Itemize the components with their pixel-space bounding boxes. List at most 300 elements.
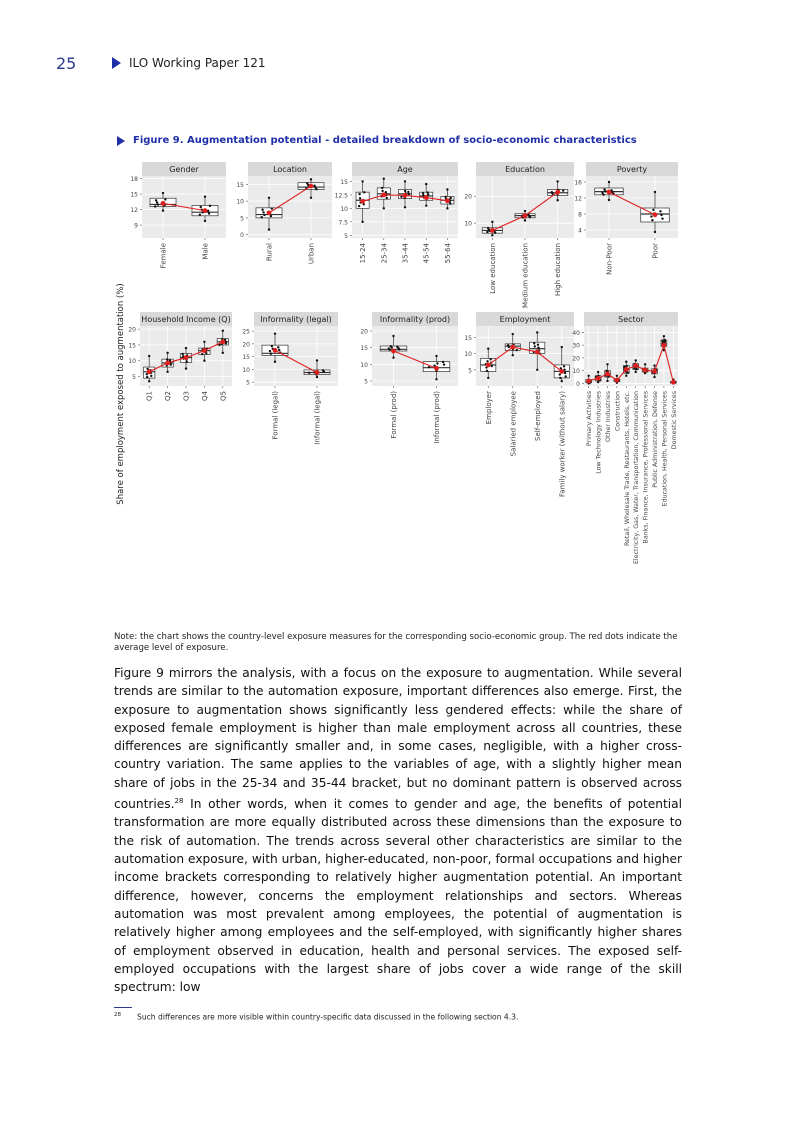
x-tick-label: Other Industries [605,391,612,442]
data-point [635,371,637,373]
data-point [644,363,646,365]
y-tick-label: 15 [236,181,244,189]
data-point [487,348,489,350]
x-tick-label: Female [159,243,168,269]
x-tick-label: Retail, Wholesale Trade, Restaurants, Hotels, etc. [623,391,631,547]
data-point [203,341,205,343]
mean-dot [309,184,314,189]
x-tick-label: High education [554,243,563,297]
data-point [316,376,318,378]
data-point [604,190,606,192]
x-tick-label: Q4 [200,391,209,401]
data-point [650,215,652,217]
data-point [533,342,535,344]
mean-dot [315,370,320,375]
y-tick-label: 10 [572,368,580,376]
data-point [166,352,168,354]
data-point [602,193,604,195]
x-tick-label: Q2 [164,391,173,401]
panel-poverty [574,162,678,275]
x-tick-label: Public Administration, Defense [652,391,659,488]
data-point [491,365,493,367]
data-point [663,335,665,337]
data-point [310,178,312,180]
data-point [486,360,488,362]
y-tick-label: 15 [340,178,348,186]
mean-dot [486,363,491,368]
data-point [386,197,388,199]
y-tick-label: 20 [572,355,580,363]
mean-dot [607,190,612,195]
y-tick-label: 5 [240,215,244,223]
y-tick-label: 12 [130,207,138,215]
x-tick-label: Employer [484,391,493,425]
data-point [182,353,184,355]
y-tick-label: 12 [574,195,582,203]
y-tick-label: 12.5 [334,192,348,200]
x-tick-label: Construction [614,391,622,432]
panel-household-income-q- [128,312,232,401]
data-point [204,220,206,222]
panel-location [236,162,332,264]
data-point [536,369,538,371]
mean-dot [360,199,365,204]
panel-background [586,176,678,238]
panel-background [254,326,338,386]
mean-dot [555,190,560,195]
data-point [651,219,653,221]
y-tick-label: 10 [242,366,250,374]
data-point [487,377,489,379]
x-tick-label: Primary Activities [586,391,594,447]
panel-employment [464,312,574,497]
data-point [625,361,627,363]
x-tick-label: 35-44 [401,243,410,264]
header-triangle-icon [112,57,121,69]
data-point [186,361,188,363]
y-tick-label: 20 [242,341,250,349]
data-point [446,188,448,190]
figure-title [117,135,637,146]
data-point [562,189,564,191]
x-tick-label: Q3 [182,391,191,401]
data-point [606,363,608,365]
data-point [155,199,157,201]
mean-dot [633,363,638,368]
footnote-number: 28 [114,1012,121,1018]
data-point [363,191,365,193]
page-number: 25 [56,54,77,73]
mean-dot [490,228,495,233]
data-point [274,361,276,363]
y-tick-label: 5 [364,378,368,386]
data-point [442,361,444,363]
y-tick-label: 10 [464,351,472,359]
data-point [428,366,430,368]
data-point [391,346,393,348]
data-point [635,359,637,361]
y-tick-label: 10 [360,361,368,369]
data-point [277,346,279,348]
mean-dot [203,208,208,213]
panel-sector [572,312,678,564]
data-point [222,330,224,332]
data-point [270,215,272,217]
y-tick-label: 25 [242,328,250,336]
footnote [114,1012,518,1022]
mean-dot [267,210,272,215]
data-point [443,363,445,365]
mean-dot [624,367,629,372]
x-tick-label: Medium education [521,243,530,308]
x-tick-label: Salaried employee [509,391,518,457]
mean-dot [424,195,429,200]
data-point [559,377,561,379]
data-point [361,221,363,223]
y-tick-label: 7.5 [338,219,348,227]
data-point [154,205,156,207]
y-tick-label: 20 [128,326,136,334]
data-point [564,375,566,377]
mean-dot [403,193,408,198]
mean-dot [671,380,676,385]
data-point [278,349,280,351]
data-point [268,228,270,230]
mean-dot [653,212,658,217]
y-tick-label: 30 [572,342,580,350]
panel-title: Household Income (Q) [141,315,231,324]
body-paragraph [114,664,682,996]
data-point [654,231,656,233]
panel-age [335,162,458,263]
data-point [556,199,558,201]
x-tick-label: 15-24 [359,243,368,264]
data-point [156,201,158,203]
y-tick-label: 5 [132,374,136,382]
data-point [608,181,610,183]
data-point [268,197,270,199]
mean-dot [605,371,610,376]
mean-dot [523,213,528,218]
y-tick-label: 5 [468,367,472,375]
data-point [616,375,618,377]
running-header [112,56,266,70]
panel-title: Age [397,165,413,174]
x-tick-label: Informal (legal) [313,391,322,445]
data-point [270,353,272,355]
data-point [315,188,317,190]
data-point [148,380,150,382]
data-point [661,217,663,219]
x-tick-label: Informal (prod) [433,391,441,444]
data-point [310,197,312,199]
mean-dot [147,369,152,374]
panel-informality-legal- [242,312,338,445]
data-point [146,376,148,378]
mean-dot [662,343,667,348]
x-tick-label: Formal (prod) [390,391,398,439]
data-point [271,345,273,347]
data-point [422,192,424,194]
data-point [450,197,452,199]
data-point [588,375,590,377]
data-point [358,193,360,195]
mean-dot [165,361,170,366]
data-point [524,210,526,212]
x-tick-label: Education, Health, Personal Services [661,391,669,507]
data-point [436,362,438,364]
y-tick-label: 4 [578,227,582,235]
data-point [597,381,599,383]
data-point [534,345,536,347]
data-point [653,364,655,366]
y-tick-label: 0 [576,380,580,388]
x-tick-label: Rural [265,243,274,262]
data-point [564,372,566,374]
x-tick-label: Electricity, Gas, Water, Transportation, Communication [633,391,641,565]
data-point [529,216,531,218]
mean-dot [596,376,601,381]
mean-dot [381,192,386,197]
mean-dot [643,368,648,373]
mean-dot [535,350,540,355]
y-tick-label: 10 [464,220,472,228]
data-point [261,209,263,211]
data-point [269,350,271,352]
data-point [664,341,666,343]
data-point [537,344,539,346]
data-point [383,207,385,209]
x-tick-label: Self-employed [533,391,542,441]
data-point [425,204,427,206]
data-point [486,370,488,372]
data-point [392,356,394,358]
y-tick-label: 15 [464,334,472,342]
data-point [359,197,361,199]
panel-title: Location [273,165,307,174]
data-point [200,206,202,208]
panel-education [464,162,574,308]
data-point [323,370,325,372]
data-point [512,333,514,335]
y-tick-label: 9 [134,222,138,230]
data-point [308,372,310,374]
mean-dot [510,345,515,350]
data-point [185,347,187,349]
data-point [608,199,610,201]
panel-gender [130,162,226,268]
data-point [407,191,409,193]
x-tick-label: 45-54 [422,243,431,264]
y-tick-label: 16 [574,179,582,187]
panel-title: Education [505,165,545,174]
mean-dot [586,378,591,383]
data-point [490,358,492,360]
data-point [486,231,488,233]
boxplot-figure [112,162,682,622]
data-point [204,195,206,197]
data-point [201,353,203,355]
data-point [150,375,152,377]
mean-dot [445,198,450,203]
data-point [157,203,159,205]
data-point [494,232,496,234]
data-point [625,365,627,367]
x-tick-label: Low education [488,243,497,294]
body-text-part2: In other words, when it comes to gender and age, the benefits of potential transformation are more equally distributed across these dimensions than the exposure to the risk of automation. The trends across several other characteristics are similar to the automation exposure, with urban, higher-educated, non-poor, formal occupations and higher income brackets corresponding to relatively higher augmentation potential. An important difference, however, concerns the employment relationships and sectors. Whereas automation was most prevalent among employees, the potential of augmentation is relatively higher among employees and the self-employed, with significantly higher shares of employment observed in education, health and personal services. The exposed self-employed occupations with the largest share of jobs cover a wide range of the skill spectrum: low [114,797,682,995]
y-tick-label: 20 [464,193,472,201]
data-point [653,376,655,378]
y-tick-label: 15 [360,345,368,353]
mean-dot [273,348,278,353]
x-tick-label: Male [201,243,210,260]
data-point [537,346,539,348]
data-point [404,190,406,192]
x-tick-label: Urban [307,243,316,265]
x-tick-label: Poor [651,243,660,259]
panel-title: Employment [499,315,551,324]
mean-dot [559,369,564,374]
data-point [203,360,205,362]
data-point [556,180,558,182]
data-point [606,380,608,382]
data-point [389,349,391,351]
data-point [162,192,164,194]
data-point [263,214,265,216]
data-point [361,180,363,182]
mean-dot [184,355,189,360]
data-point [358,205,360,207]
y-tick-label: 0 [240,232,244,240]
mean-dot [615,378,620,383]
data-point [426,191,428,193]
x-tick-label: Q1 [145,391,154,401]
data-point [260,216,262,218]
y-tick-label: 18 [130,176,138,184]
running-header-text: ILO Working Paper 121 [129,56,266,70]
footnote-divider [114,1007,132,1008]
data-point [516,349,518,351]
figure-triangle-icon [117,136,125,146]
mean-dot [202,348,207,353]
data-point [659,210,661,212]
data-point [148,355,150,357]
data-point [561,346,563,348]
data-point [166,358,168,360]
data-point [199,213,201,215]
y-tick-label: 20 [360,328,368,336]
panel-title: Sector [618,315,644,324]
figure-note: Note: the chart shows the country-level exposure measures for the corresponding socio-economic group. The red dots indicate the average level of exposure. [114,632,678,653]
y-tick-label: 10 [128,358,136,366]
y-axis-label: Share of employment exposed to augmentation (%) [116,283,126,505]
x-tick-label: Family worker (without salary) [558,391,567,498]
data-point [383,177,385,179]
x-tick-label: Banks, Finance, Insurance, Professional Services [642,391,650,544]
data-point [404,180,406,182]
data-point [597,371,599,373]
panel-background [372,326,458,386]
data-point [209,205,211,207]
data-point [222,352,224,354]
data-point [166,371,168,373]
data-point [208,212,210,214]
panel-informality-prod- [360,312,458,444]
y-tick-label: 5 [246,379,250,387]
y-tick-label: 8 [578,211,582,219]
data-point [398,348,400,350]
x-tick-label: Non-Poor [605,243,614,275]
data-point [524,219,526,221]
data-point [491,234,493,236]
data-point [435,355,437,357]
x-tick-label: 55-64 [443,243,452,264]
x-tick-label: 25-34 [380,243,389,264]
mean-dot [434,366,439,371]
body-text-part1: Figure 9 mirrors the analysis, with a focus on the exposure to augmentation. While several trends are similar to the automation exposure, important differences also emerge. First, the exposure to augmentation shows significantly less gendered effects: while the share of exposed female employment is higher than male employment across all countries, these differences are significantly smaller and, in some cases, negligible, with a higher cross-country variation. The same applies to the variables of age, with a slightly higher mean share of jobs in the 25-34 and 35-44 bracket, but no dominant pattern is observed across countries. [114,666,682,812]
footnote-reference[interactable]: 28 [174,797,184,806]
data-point [561,380,563,382]
data-point [625,375,627,377]
panel-title: Gender [169,165,199,174]
y-tick-label: 10 [340,205,348,213]
data-point [316,359,318,361]
data-point [381,190,383,192]
y-tick-label: 15 [128,342,136,350]
data-point [559,373,561,375]
x-tick-label: Low Technology Industries [595,390,603,474]
data-point [262,211,264,213]
y-tick-label: 5 [344,232,348,240]
data-point [508,346,510,348]
data-point [512,354,514,356]
data-point [435,378,437,380]
mean-dot [652,369,657,374]
x-tick-label: Formal (legal) [271,391,280,440]
data-point [563,365,565,367]
data-point [271,207,273,209]
data-point [185,367,187,369]
figure-title-text: Figure 9. Augmentation potential - detailed breakdown of socio-economic characteristics [133,135,637,146]
x-tick-label: Domestic Services [670,391,678,450]
data-point [660,214,662,216]
data-point [170,363,172,365]
mean-dot [391,349,396,354]
data-point [162,209,164,211]
data-point [404,206,406,208]
data-point [164,198,166,200]
data-point [425,183,427,185]
mean-dot [161,201,166,206]
panel-title: Informality (prod) [379,315,451,324]
footnote-text: Such differences are more visible within country-specific data discussed in the following section 4.3. [137,1012,519,1022]
data-point [536,331,538,333]
data-point [654,191,656,193]
panel-title: Informality (legal) [260,315,332,324]
y-tick-label: 10 [236,198,244,206]
panel-title: Poverty [616,165,648,174]
y-tick-label: 15 [130,191,138,199]
x-tick-label: Q5 [219,391,228,401]
data-point [381,187,383,189]
data-point [491,221,493,223]
y-tick-label: 40 [572,329,580,337]
mean-dot [220,339,225,344]
data-point [635,368,637,370]
data-point [274,332,276,334]
data-point [446,207,448,209]
data-point [392,335,394,337]
